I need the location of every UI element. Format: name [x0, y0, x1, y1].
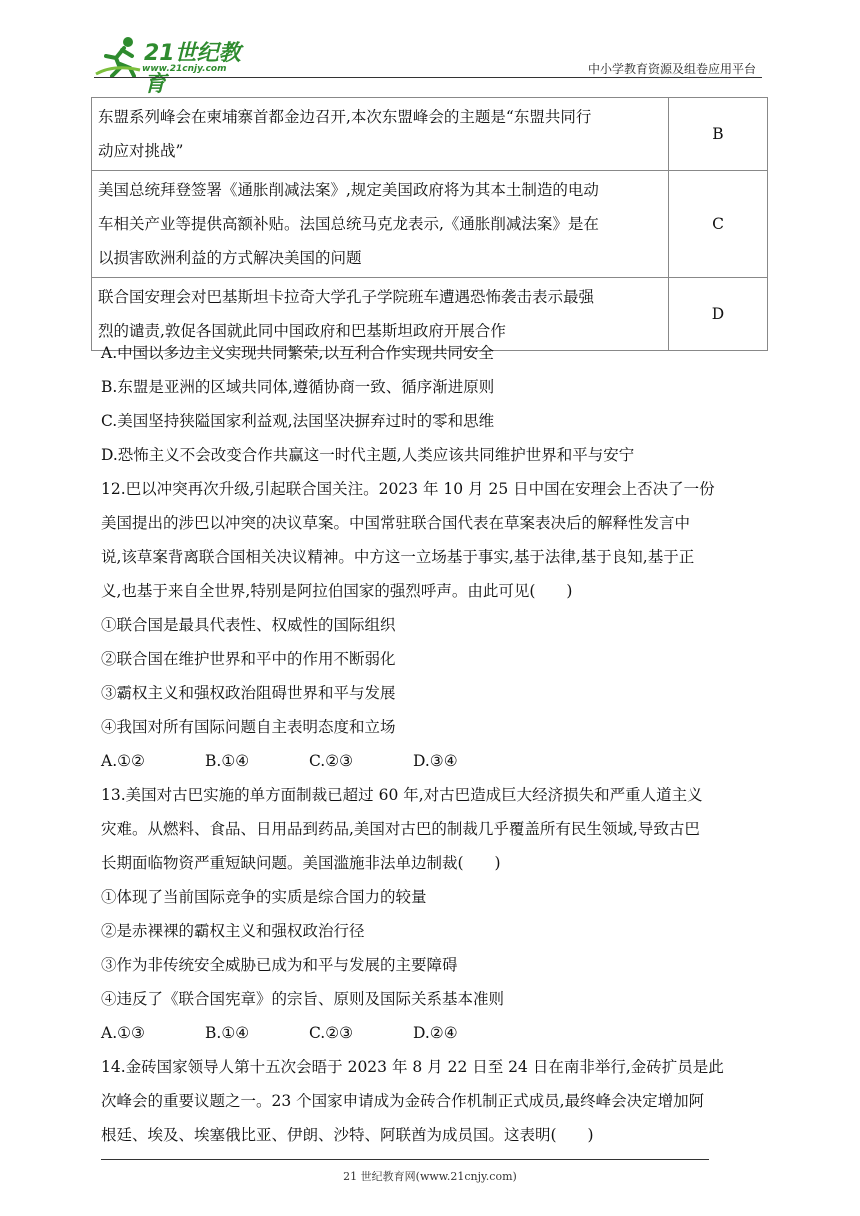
q12-item: ④我国对所有国际问题自主表明态度和立场	[101, 718, 396, 736]
q12-item: ②联合国在维护世界和平中的作用不断弱化	[101, 650, 396, 668]
choice-c: C.②③	[309, 752, 354, 770]
q12-stem-line: 美国提出的涉巴以冲突的决议草案。中国常驻联合国代表在草案表决后的解释性发言中	[101, 514, 691, 532]
table-row	[92, 98, 768, 171]
table-cell-letter: D	[669, 278, 768, 351]
choice-d: D.②④	[413, 1024, 458, 1042]
q11-option-d: D.恐怖主义不会改变合作共赢这一时代主题,人类应该共同维护世界和平与安宁	[101, 446, 635, 464]
q13-item: ④违反了《联合国宪章》的宗旨、原则及国际关系基本准则	[101, 990, 505, 1008]
q13-item: ①体现了当前国际竞争的实质是综合国力的较量	[101, 888, 427, 906]
q13-stem-line: 灾难。从燃料、食品、日用品到药品,美国对古巴的制裁几乎覆盖所有民生领域,导致古巴	[101, 820, 700, 838]
cell-line: 烈的谴责,敦促各国就此同中国政府和巴基斯坦政府开展合作	[98, 322, 506, 340]
cell-line: 联合国安理会对巴基斯坦卡拉奇大学孔子学院班车遭遇恐怖袭击表示最强	[98, 288, 595, 306]
q11-option-b: B.东盟是亚洲的区域共同体,遵循协商一致、循序渐进原则	[101, 378, 495, 396]
table-cell-text	[92, 171, 669, 278]
question-body	[101, 336, 763, 1152]
q11-option-a: A.中国以多边主义实现共同繁荣,以互利合作实现共同安全	[101, 344, 495, 362]
q11-option-c: C.美国坚持狭隘国家利益观,法国坚决摒弃过时的零和思维	[101, 412, 495, 430]
choice-b: B.①④	[205, 752, 250, 770]
q13-item: ③作为非传统安全威胁已成为和平与发展的主要障碍	[101, 956, 458, 974]
options-table	[91, 97, 768, 351]
q12-item: ③霸权主义和强权政治阻碍世界和平与发展	[101, 684, 396, 702]
choice-c: C.②③	[309, 1024, 354, 1042]
table-cell-letter: B	[669, 98, 768, 171]
logo-text: 21世纪教育	[144, 41, 241, 97]
choice-a: A.①③	[101, 1024, 145, 1042]
q13-item: ②是赤裸裸的霸权主义和强权政治行径	[101, 922, 365, 940]
page-header	[94, 30, 762, 97]
choice-a: A.①②	[101, 752, 145, 770]
cell-line: 动应对挑战”	[98, 142, 184, 160]
q12-choices	[101, 744, 763, 778]
q14-stem-line: 14.金砖国家领导人第十五次会晤于 2023 年 8 月 22 日至 24 日在南非举行,金砖扩员是此	[101, 1058, 724, 1076]
q14-stem-line: 根廷、埃及、埃塞俄比亚、伊朗、沙特、阿联酋为成员国。这表明( )	[101, 1126, 594, 1144]
cell-line: 车相关产业等提供高额补贴。法国总统马克龙表示,《通胀削减法案》是在	[98, 215, 599, 233]
q13-stem-line: 13.美国对古巴实施的单方面制裁已超过 60 年,对古巴造成巨大经济损失和严重人道主义	[101, 786, 703, 804]
q14-stem-line: 次峰会的重要议题之一。23 个国家申请成为金砖合作机制正式成员,最终峰会决定增加阿	[101, 1092, 705, 1110]
table-row	[92, 171, 768, 278]
q13-choices	[101, 1016, 763, 1050]
choice-b: B.①④	[205, 1024, 250, 1042]
runner-logo-icon	[94, 34, 144, 78]
site-logo	[94, 34, 254, 97]
q13-stem-line: 长期面临物资严重短缺问题。美国滥施非法单边制裁( )	[101, 854, 501, 872]
cell-line: 美国总统拜登签署《通胀削减法案》,规定美国政府将为其本土制造的电动	[98, 181, 599, 199]
platform-title: 中小学教育资源及组卷应用平台	[587, 62, 756, 76]
table-cell-text	[92, 98, 669, 171]
page-footer: 21 世纪教育网(www.21cnjy.com)	[343, 1170, 517, 1183]
q12-stem-line: 12.巴以冲突再次升级,引起联合国关注。2023 年 10 月 25 日中国在安理会上否决了一份	[101, 480, 715, 498]
q12-stem-line: 义,也基于来自全世界,特别是阿拉伯国家的强烈呼声。由此可见( )	[101, 582, 573, 600]
header-divider	[94, 77, 762, 78]
choice-d: D.③④	[413, 752, 458, 770]
q12-item: ①联合国是最具代表性、权威性的国际组织	[101, 616, 396, 634]
cell-line: 以损害欧洲利益的方式解决美国的问题	[98, 249, 362, 267]
q12-stem-line: 说,该草案背离联合国相关决议精神。中方这一立场基于事实,基于法律,基于良知,基于正	[101, 548, 695, 566]
footer-divider	[101, 1159, 709, 1160]
cell-line: 东盟系列峰会在柬埔寨首都金边召开,本次东盟峰会的主题是“东盟共同行	[98, 108, 592, 126]
logo-url: www.21cnjy.com	[142, 64, 227, 74]
table-cell-letter: C	[669, 171, 768, 278]
